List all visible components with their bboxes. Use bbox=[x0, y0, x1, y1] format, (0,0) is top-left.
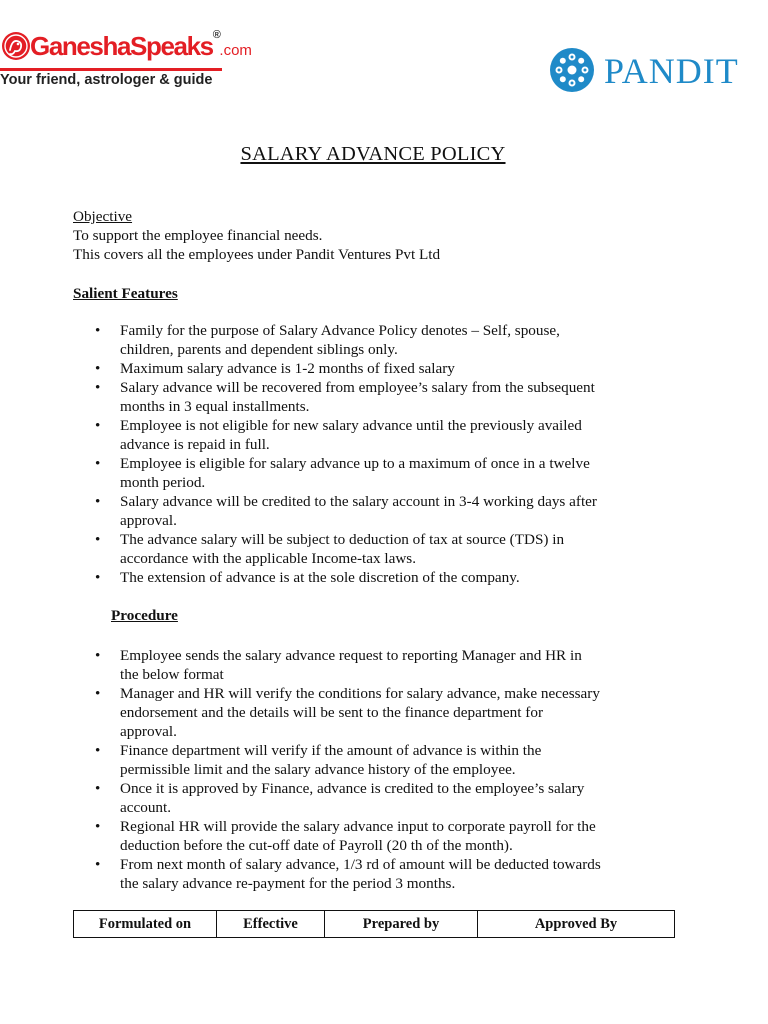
table-header-formulated-on: Formulated on bbox=[74, 911, 217, 937]
list-item-line: • Employee sends the salary advance request to reporting Manager and HR in bbox=[120, 647, 582, 664]
salient-features-heading: Salient Features bbox=[73, 285, 178, 302]
approval-table bbox=[73, 910, 675, 938]
list-item-line: the below format bbox=[120, 666, 224, 683]
list-item-line: • Regional HR will provide the salary advance input to corporate payroll for the bbox=[120, 818, 596, 835]
list-item-line: • Salary advance will be credited to the salary account in 3-4 working days after bbox=[120, 493, 597, 510]
list-item bbox=[0, 684, 700, 741]
list-item-line: • Once it is approved by Finance, advance is credited to the employee’s salary bbox=[120, 780, 585, 797]
list-item-line: • The advance salary will be subject to deduction of tax at source (TDS) in bbox=[120, 531, 565, 548]
list-item bbox=[0, 321, 700, 359]
ganeshaspeaks-wordmark: GaneshaSpeaks®.com bbox=[30, 29, 252, 61]
ganesha-emblem-icon bbox=[0, 30, 32, 62]
list-item bbox=[0, 378, 700, 416]
procedure-heading: Procedure bbox=[111, 607, 178, 624]
objective-label: Objective bbox=[73, 208, 133, 225]
list-item-line: children, parents and dependent siblings only. bbox=[120, 341, 398, 358]
list-item-line: approval. bbox=[120, 723, 177, 740]
list-item-line: • Family for the purpose of Salary Advance Policy denotes – Self, spouse, bbox=[120, 322, 560, 339]
list-item-line: approval. bbox=[120, 512, 177, 529]
list-item bbox=[0, 646, 700, 684]
ganeshaspeaks-logo bbox=[0, 28, 252, 98]
list-item bbox=[0, 741, 700, 779]
table-header-approved-by: Approved By bbox=[534, 915, 618, 932]
list-item bbox=[0, 359, 700, 378]
list-item bbox=[0, 568, 700, 587]
list-item-line: advance is repaid in full. bbox=[120, 436, 270, 453]
list-item bbox=[0, 530, 700, 568]
list-item-line: • Manager and HR will verify the conditions for salary advance, make necessary bbox=[120, 685, 600, 702]
list-item-line: months in 3 equal installments. bbox=[120, 398, 310, 415]
list-item-line: account. bbox=[120, 799, 172, 816]
pandit-wordmark: PANDIT bbox=[604, 51, 739, 91]
list-item-line: • From next month of salary advance, 1/3 rd of amount will be deducted towards bbox=[120, 856, 601, 873]
list-item-line: • Maximum salary advance is 1-2 months of fixed salary bbox=[120, 360, 455, 377]
list-item bbox=[0, 817, 700, 855]
list-item-line: • Salary advance will be recovered from employee’s salary from the subsequent bbox=[120, 379, 595, 396]
list-item-line: accordance with the applicable Income-tax laws. bbox=[120, 550, 417, 567]
list-item-line: the salary advance re-payment for the period 3 months. bbox=[120, 875, 456, 892]
list-item-line: • Employee is not eligible for new salary advance until the previously availed bbox=[120, 417, 582, 434]
objective-line: To support the employee financial needs. bbox=[73, 227, 323, 244]
list-item-line: month period. bbox=[120, 474, 206, 491]
pandit-emblem-icon bbox=[548, 46, 596, 94]
list-item bbox=[0, 855, 700, 893]
list-item-line: • Employee is eligible for salary advance up to a maximum of once in a twelve bbox=[120, 455, 590, 472]
document-title: SALARY ADVANCE POLICY bbox=[240, 143, 506, 165]
list-item bbox=[0, 454, 700, 492]
table-header-prepared-by: Prepared by bbox=[325, 911, 478, 937]
list-item bbox=[0, 416, 700, 454]
list-item-line: • Finance department will verify if the amount of advance is within the bbox=[120, 742, 542, 759]
pandit-logo bbox=[548, 46, 763, 96]
list-item bbox=[0, 492, 700, 530]
logo-divider bbox=[0, 68, 222, 71]
list-item-line: permissible limit and the salary advance history of the employee. bbox=[120, 761, 516, 778]
logo-tagline: Your friend, astrologer & guide bbox=[0, 72, 213, 88]
table-header-effective: Effective bbox=[217, 911, 325, 937]
list-item-line: endorsement and the details will be sent to the finance department for bbox=[120, 704, 543, 721]
list-item-line: deduction before the cut-off date of Payroll (20 th of the month). bbox=[120, 837, 513, 854]
list-item bbox=[0, 779, 700, 817]
salient-features-list bbox=[0, 321, 768, 587]
objective-line: This covers all the employees under Pandit Ventures Pvt Ltd bbox=[73, 246, 441, 263]
procedure-list bbox=[0, 646, 768, 893]
list-item-line: • The extension of advance is at the sole discretion of the company. bbox=[120, 569, 520, 586]
